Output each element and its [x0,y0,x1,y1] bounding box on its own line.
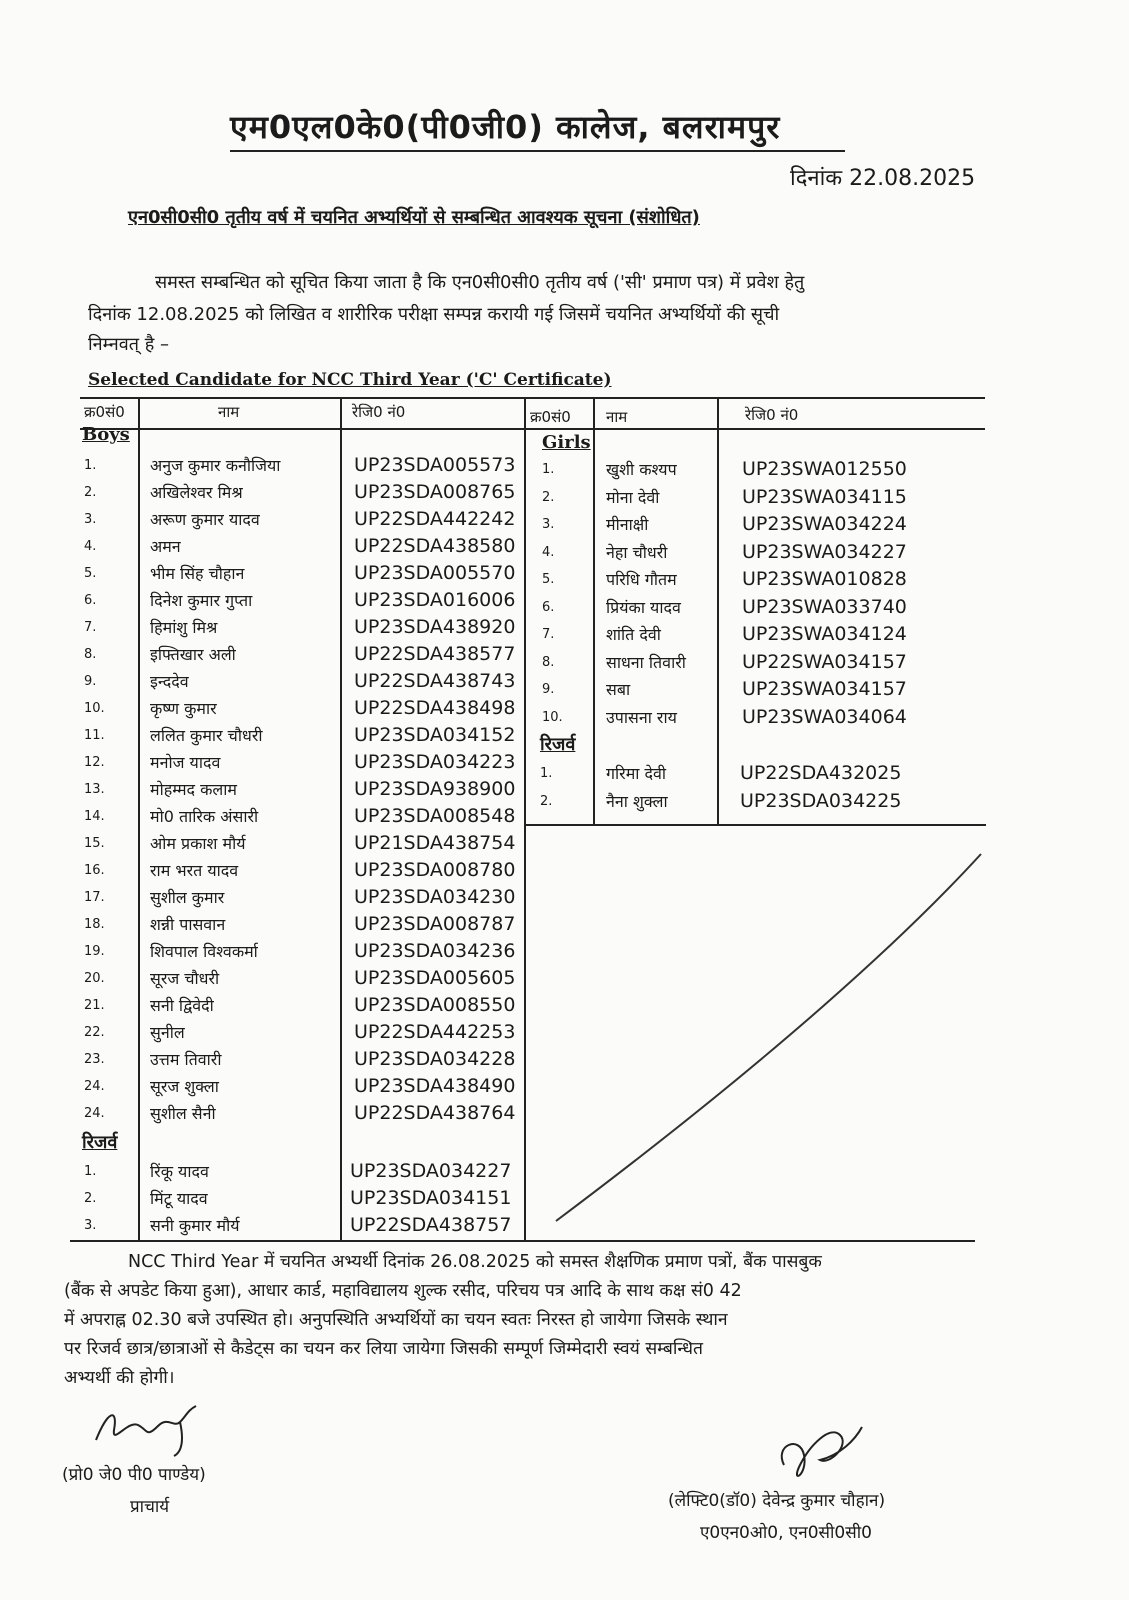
table-top-rule [80,397,985,399]
boy-serial: 16. [84,863,105,878]
boy-reg-no: UP23SDA008780 [354,859,516,881]
girl-name: मोना देवी [606,487,660,507]
boy-name: सुशील सैनी [150,1104,216,1123]
boy-name: ओम प्रकाश मौर्य [150,834,246,853]
girl-reserve-name: नैना शुक्ला [606,791,668,811]
boy-reg-no: UP23SDA438490 [354,1075,516,1097]
girl-reserve-name: गरिमा देवी [606,764,667,783]
intro-line-2: दिनांक 12.08.2025 को लिखित व शारीरिक परीक्षा सम्पन्न करायी गई जिसमें चयनित अभ्यर्थियों की सूची [88,304,780,325]
boy-serial: 3. [84,512,97,527]
boy-serial: 24. [84,1079,105,1094]
boy-serial: 21. [84,998,105,1013]
girl-name: नेहा चौधरी [606,542,668,562]
boy-reg-no: UP23SDA005573 [354,454,516,476]
boy-reg-no: UP23SDA005605 [354,967,516,989]
girl-reg-no: UP22SWA034157 [742,650,907,673]
boy-reg-no: UP23SDA438920 [354,616,516,638]
table-header-rule [80,428,985,430]
footer-instructions [64,1248,944,1393]
boys-name-col-rule [340,397,342,1242]
girl-serial: 5. [542,572,555,587]
footer-line-3: में अपराह्न 02.30 बजे उपस्थित हो। अनुपस्थिति अभ्यर्थियों का चयन स्वतः निरस्त हो जायेगा जिसके स्थान [64,1310,728,1330]
girl-name: सबा [606,680,631,699]
girl-serial: 7. [542,627,555,642]
boy-name: शन्नी पासवान [150,915,226,934]
boy-name: ललित कुमार चौधरी [150,726,263,745]
boys-reserve-label: रिजर्व [82,1132,118,1153]
ano-title: ए0एन0ओ0, एन0सी0सी0 [700,1523,872,1543]
girl-serial: 4. [542,544,555,560]
boy-serial: 20. [84,971,105,986]
girl-name: उपासना राय [606,707,677,727]
boy-name: अरूण कुमार यादव [150,510,260,529]
boy-serial: 19. [84,944,105,959]
boy-serial: 17. [84,890,105,905]
boy-reserve-reg-no: UP23SDA034227 [350,1160,512,1182]
college-name: एम0एल0के0(पी0जी0) कालेज, बलरामपुर [230,108,781,146]
boy-name: मो0 तारिक अंसारी [150,807,259,826]
boy-reg-no: UP22SDA438498 [354,697,516,719]
footer-line-5: अभ्यर्थी की होगी। [64,1368,175,1388]
boy-name: सुनील [150,1023,185,1042]
boy-reg-no: UP23SDA034152 [354,724,516,746]
intro-line-1: समस्त सम्बन्धित को सूचित किया जाता है कि एन0सी0सी0 तृतीय वर्ष ('सी' प्रमाण पत्र) में प्रवेश हेतु [155,272,805,293]
boy-reserve-reg-no: UP22SDA438757 [350,1214,512,1236]
boy-reg-no: UP23SDA034223 [354,751,516,773]
girl-serial: 1. [542,462,555,477]
footer-line-2: (बैंक से अपडेट किया हुआ), आधार कार्ड, महाविद्यालय शुल्क रसीद, परिचय पत्र आदि के साथ कक्ष सं0 42 [64,1281,742,1301]
col-header-reg-girls: रेजि0 नं0 [745,406,799,424]
boy-reserve-name: रिंकू यादव [150,1162,209,1181]
boy-serial: 18. [84,917,105,932]
boy-reg-no: UP23SDA008550 [354,994,516,1016]
principal-signature [88,1400,208,1460]
boy-serial: 15. [84,836,105,851]
boy-serial: 7. [84,620,97,635]
boy-reg-no: UP23SDA008548 [354,805,516,827]
girl-reg-no: UP23SWA034115 [742,485,907,508]
girl-reg-no: UP23SWA012550 [742,458,907,480]
col-header-name: नाम [218,403,240,421]
boy-reg-no: UP22SDA438580 [354,535,516,557]
boy-name: उत्तम तिवारी [150,1050,222,1069]
girl-serial: 9. [542,682,555,697]
girl-reserve-serial: 2. [540,793,553,809]
boy-reg-no: UP23SDA034230 [354,886,516,908]
boy-serial: 8. [84,647,97,662]
col-header-sn: क्र0सं0 [84,403,125,421]
girl-reg-no: UP23SWA034224 [742,513,907,535]
boy-name: अनुज कुमार कनौजिया [150,456,281,475]
boy-serial: 24. [84,1106,105,1121]
boy-reserve-serial: 2. [84,1191,97,1206]
girl-reserve-serial: 1. [540,766,553,781]
intro-line-3: निम्नवत् है – [88,334,169,355]
boy-reg-no: UP22SDA438764 [354,1102,516,1124]
col-header-name-girls: नाम [606,408,628,426]
boy-name: हिमांशु मिश्र [150,618,218,637]
boy-reserve-reg-no: UP23SDA034151 [350,1187,512,1209]
boys-section-label: Boys [82,424,130,445]
table-bottom-rule [70,1240,975,1242]
footer-line-1: NCC Third Year में चयनित अभ्यर्थी दिनांक 26.08.2025 को समस्त शैक्षणिक प्रमाण पत्रों, बैंक पासबुक [128,1252,822,1272]
notice-title: एन0सी0सी0 तृतीय वर्ष में चयनित अभ्यर्थियों से सम्बन्धित आवश्यक सूचना (संशोधित) [128,207,700,228]
girl-name: मीनाक्षी [606,515,649,534]
boy-reserve-name: सनी कुमार मौर्य [150,1216,240,1235]
girl-serial: 10. [542,709,563,725]
boy-name: सूरज शुक्ला [150,1077,219,1096]
girl-reserve-reg-no: UP23SDA034225 [740,789,902,812]
boy-serial: 13. [84,782,105,797]
col-header-sn-girls: क्र0सं0 [530,408,571,426]
boy-name: सूरज चौधरी [150,969,220,988]
boy-name: कृष्ण कुमार [150,699,217,718]
boy-serial: 1. [84,458,97,473]
college-name-underline [230,150,845,152]
boy-serial: 23. [84,1052,105,1067]
boy-reg-no: UP23SDA034228 [354,1048,516,1070]
boy-reg-no: UP23SDA034236 [354,940,516,962]
boy-reg-no: UP22SDA442242 [354,508,516,530]
girl-name: खुशी कश्यप [606,460,677,479]
girl-serial: 6. [542,599,555,615]
boy-name: इन्ददेव [150,672,189,691]
principal-title: प्राचार्य [130,1497,170,1517]
boy-serial: 14. [84,809,105,824]
boy-serial: 11. [84,728,105,743]
footer-line-4: पर रिजर्व छात्र/छात्राओं से कैडेट्स का चयन कर लिया जायेगा जिसकी सम्पूर्ण जिम्मेदारी स्वयं सम्बन्धित [64,1339,703,1359]
boy-serial: 4. [84,539,97,554]
boy-reg-no: UP23SDA938900 [354,778,516,800]
boy-serial: 10. [84,701,105,716]
boy-serial: 6. [84,593,97,608]
boy-name: भीम सिंह चौहान [150,564,245,583]
boy-name: मोहम्मद कलाम [150,780,237,799]
boy-reserve-name: मिंटू यादव [150,1189,208,1208]
boy-reg-no: UP23SDA005570 [354,562,516,584]
boy-serial: 12. [84,755,105,770]
boy-name: अमन [150,537,181,556]
boy-reg-no: UP21SDA438754 [354,832,516,854]
boy-reg-no: UP23SDA008787 [354,913,516,935]
boy-name: मनोज यादव [150,753,221,772]
girl-name: साधना तिवारी [606,652,686,672]
girl-reg-no: UP23SWA034157 [742,678,907,700]
boy-reserve-serial: 1. [84,1164,97,1179]
ano-signature [770,1415,870,1490]
boy-name: इफ्तिखार अली [150,645,236,664]
boys-sn-col-rule [138,397,140,1242]
girls-section-label: Girls [542,432,591,453]
girl-reg-no: UP23SWA034227 [742,540,907,563]
girl-reg-no: UP23SWA010828 [742,568,907,590]
girls-sn-col-rule [593,397,595,825]
boy-name: दिनेश कुमार गुप्ता [150,591,253,610]
girl-reg-no: UP23SWA033740 [742,595,907,618]
girl-name: प्रियंका यादव [606,597,681,617]
girl-name: शांति देवी [606,625,661,644]
girl-name: परिधि गौतम [606,570,677,589]
girl-reserve-reg-no: UP22SDA432025 [740,762,902,784]
boy-name: सुशील कुमार [150,888,225,907]
boy-reserve-serial: 3. [84,1218,97,1233]
boy-serial: 22. [84,1025,105,1040]
boy-reg-no: UP22SDA442253 [354,1021,516,1043]
boy-name: शिवपाल विश्वकर्मा [150,942,258,961]
boy-serial: 2. [84,485,97,500]
girls-reserve-label: रिजर्व [540,734,576,755]
ano-name: (लेफ्टि0(डॉ0) देवेन्द्र कुमार चौहान) [668,1491,886,1511]
boy-reg-no: UP23SDA008765 [354,481,516,503]
girl-serial: 8. [542,654,555,670]
notice-date: दिनांक 22.08.2025 [790,166,976,191]
boy-serial: 9. [84,674,97,689]
girl-serial: 2. [542,489,555,505]
col-header-reg: रेजि0 नं0 [352,403,406,421]
girls-name-col-rule [717,397,719,825]
boy-name: राम भरत यादव [150,861,239,880]
boy-reg-no: UP23SDA016006 [354,589,516,611]
boy-serial: 5. [84,566,97,581]
boy-name: सनी द्विवेदी [150,996,214,1015]
list-heading: Selected Candidate for NCC Third Year ('C' Certificate) [88,370,612,390]
boy-reg-no: UP22SDA438743 [354,670,516,692]
girl-reg-no: UP23SWA034064 [742,705,907,728]
boy-reg-no: UP22SDA438577 [354,643,516,665]
girl-serial: 3. [542,517,555,532]
boy-name: अखिलेश्वर मिश्र [150,483,243,502]
girl-reg-no: UP23SWA034124 [742,623,907,645]
blank-area-strike [526,826,986,1226]
principal-name: (प्रो0 जे0 पी0 पाण्डेय) [62,1465,206,1485]
